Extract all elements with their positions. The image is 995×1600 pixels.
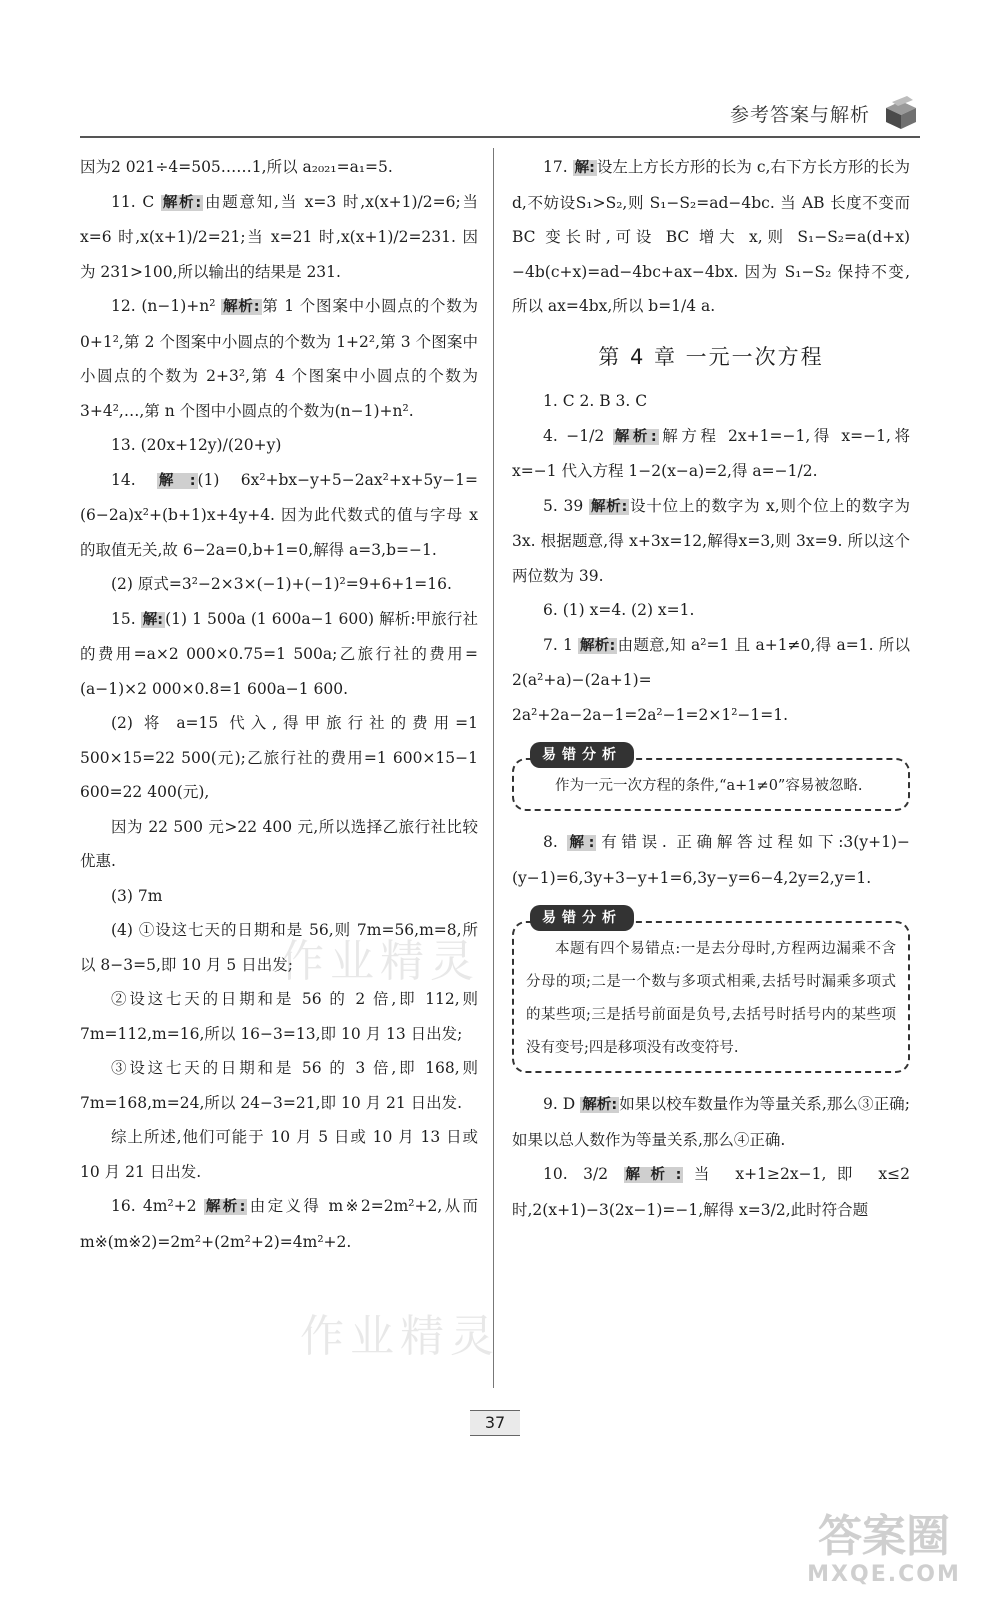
footer-logo [789, 1512, 979, 1592]
answer-body: 如果以校车数量作为等量关系,那么③正确;如果以总人数作为等量关系,那么④正确. [512, 1095, 910, 1149]
answer-item [80, 463, 478, 568]
answer-text: 1. C 2. B 3. C [543, 392, 648, 410]
header-title: 参考答案与解析 [729, 104, 870, 126]
answer-text: ③设这七天的日期和是 56 的 3 倍,即 168,则 7m=168,m=24,所以 24−3=21,即 10 月 21 日出发. [80, 1059, 478, 1112]
error-analysis-text: 本题有四个易错点:一是去分母时,方程两边漏乘不含分母的项;二是一个数与多项式相乘,去括号时漏乘多项式的某些项;三是括号前面是负号,去括号时括号内的某些项没有变号;四是移项没有改变符号. [526, 941, 896, 1056]
column-divider [493, 148, 494, 1388]
error-analysis-box [512, 747, 910, 811]
analysis-tag: 解析: [625, 1167, 682, 1183]
analysis-tag: 解析: [580, 637, 616, 654]
answer-number: 7. 1 [543, 635, 579, 654]
answer-number: 9. D [543, 1095, 581, 1113]
analysis-tag: 解析: [590, 498, 628, 515]
answer-body: (1) 6x²+bx−y+5−2ax²+x+5y−1=(6−2a)x²+(b+1)x+4y+4. 因为此代数式的值与字母 x 的取值无关,故 6−2a=0,b+1=0,解得 a=3,b=−1. [80, 470, 478, 559]
answer-item [80, 602, 478, 707]
footer-logo-text: 答案圈 [818, 1511, 950, 1562]
answer-number: 13. (20x+12y)/(20+y) [111, 436, 282, 454]
answer-text: ②设这七天的日期和是 56 的 2 倍,即 112,则 7m=112,m=16,所以 16−3=13,即 10 月 13 日出发; [80, 990, 478, 1043]
answer-body: 由题意,知 a²=1 且 a+1≠0,得 a=1. 所以 2(a²+a)−(2a+1)= 2a²+2a−2a−1=2a²−1=2×1²−1=1. [512, 635, 910, 724]
analysis-tag: 解析: [162, 194, 202, 211]
answer-number: 14. [111, 470, 157, 489]
answer-item [80, 428, 478, 463]
answer-item [80, 1189, 478, 1259]
answer-text: 6. (1) x=4. (2) x=1. [543, 601, 695, 619]
error-analysis-box [512, 910, 910, 1073]
page-number: 37 [470, 1410, 520, 1436]
chapter-title: 第 4 章 一元一次方程 [598, 344, 824, 369]
answer-item [512, 1087, 910, 1157]
header-rule [80, 136, 920, 138]
answer-number: 12. (n−1)+n² [111, 297, 222, 315]
answer-body: (1) 1 500a (1 600a−1 600) 解析:甲旅行社的费用=a×2 000×0.75=1 500a;乙旅行社的费用=(a−1)×2 000×0.8=1 600a−1 600. [80, 609, 478, 698]
answer-text: (4) ①设这七天的日期和是 56,则 7m=56,m=8,所以 8−3=5,即 10 月 5 日出发; [80, 921, 478, 974]
answer-body: 第 1 个图案中小圆点的个数为 0+1²,第 2 个图案中小圆点的个数为 1+2²,第 3 个图案中小圆点的个数为 2+3²,第 4 个图案中小圆点的个数为 3+4²,…,第 n 个图中小圆点的个数为(n−1)+n². [80, 297, 478, 420]
error-analysis-title: 易错分析 [530, 905, 634, 931]
answer-text: (2) 原式=3²−2×3×(−1)+(−1)²=9+6+1=16. [111, 575, 452, 593]
answer-number: 17. [543, 158, 573, 176]
answer-body: 设十位上的数字为 x,则个位上的数字为 3x. 根据题意,得 x+3x=12,解得x=3,则 3x=9. 所以这个两位数为 39. [512, 496, 910, 585]
watermark: 作业精灵 [300, 1311, 500, 1362]
analysis-tag: 解析: [223, 299, 260, 315]
error-analysis-title: 易错分析 [530, 742, 634, 768]
footer-site: MXQE.COM [807, 1562, 961, 1587]
left-column [80, 150, 478, 1259]
answer-text: 因为2 021÷4=505……1,所以 a₂₀₂₁=a₁=5. [80, 158, 393, 176]
answer-text: (2) 将 a=15 代入,得甲旅行社的费用=1 500×15=22 500(元);乙旅行社的费用=1 600×15−1 600=22 400(元), [80, 714, 478, 801]
right-column [512, 150, 910, 1227]
answer-body: 解方程 2x+1=−1,得 x=−1,将 x=−1 代入方程 1−2(x−a)=2,得 a=−1/2. [512, 426, 910, 480]
analysis-tag: 解: [574, 160, 595, 176]
answer-item [512, 825, 910, 895]
error-analysis-text: 作为一元一次方程的条件,“a+1≠0”容易被忽略. [555, 778, 863, 794]
answer-item [512, 628, 910, 733]
answer-body: 有错误. 正确解答过程如下:3(y+1)−(y−1)=6,3y+3−y+1=6,3y−y=6−4,2y=2,y=1. [512, 833, 910, 887]
page-header [80, 92, 960, 138]
answer-number: 15. [111, 609, 141, 628]
watermark: 作业精灵 [280, 936, 480, 987]
answer-item [80, 289, 478, 428]
answer-body: 由定义得 m※2=2m²+2,从而 m※(m※2)=2m²+(2m²+2)=4m²+2. [80, 1197, 478, 1251]
answer-item [80, 185, 478, 290]
answer-text: 因为 22 500 元>22 400 元,所以选择乙旅行社比较优惠. [80, 817, 478, 870]
answer-text: (3) 7m [111, 886, 163, 905]
answer-item [512, 1157, 910, 1227]
analysis-tag: 解: [158, 472, 196, 489]
answer-item [512, 489, 910, 594]
answer-body: 当 x+1≥2x−1,即 x≤2 时,2(x+1)−3(2x−1)=−1,解得 x=3/2,此时符合题 [512, 1165, 910, 1219]
answer-item [512, 150, 910, 324]
analysis-tag: 解析: [205, 1199, 246, 1215]
answer-number: 11. C [111, 192, 161, 211]
answer-number: 16. 4m²+2 [111, 1197, 204, 1215]
analysis-tag: 解: [569, 835, 595, 851]
analysis-tag: 解析: [614, 428, 657, 445]
answer-number: 10. 3/2 [543, 1165, 624, 1183]
answer-item [512, 419, 910, 489]
answer-number: 8. [543, 833, 568, 851]
answer-number: 4. −1/2 [543, 426, 613, 445]
answer-body: 设左上方长方形的长为 c,右下方长方形的长为 d,不妨设S₁>S₂,则 S₁−S₂=ad−4bc. 当 AB 长度不变而 BC 变长时,可设 BC 增大 x,则 S₁−S₂=a(d+x)−4b(c+x)=ad−4bc+ax−4bx. 因为 S₁−S₂ 保持不变,所以 ax=4bx,所以 b=1/4 a. [512, 158, 910, 315]
analysis-tag: 解析: [582, 1097, 618, 1113]
answer-number: 5. 39 [543, 496, 589, 515]
analysis-tag: 解: [142, 611, 164, 628]
cube-logo-icon [882, 96, 920, 130]
answer-body: 由题意知,当 x=3 时,x(x+1)/2=6;当 x=6 时,x(x+1)/2=21;当 x=21 时,x(x+1)/2=231. 因为 231>100,所以输出的结果是 231. [80, 192, 478, 281]
answer-text: 综上所述,他们可能于 10 月 5 日或 10 月 13 日或 10 月 21 日出发. [80, 1128, 478, 1181]
